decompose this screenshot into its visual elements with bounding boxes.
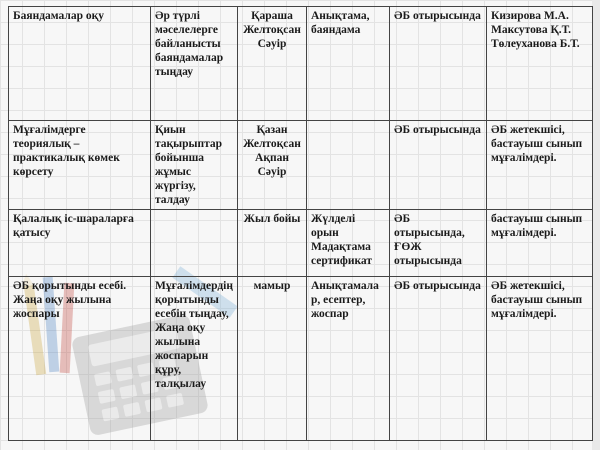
activity-cell: Қалалық іс-шараларға қатысу (9, 210, 151, 277)
side-stripe (592, 0, 600, 450)
table-row (9, 121, 593, 210)
content-cell: Қиын тақырыптар бойынша жұмыс жүргізу, талдау (151, 121, 238, 210)
responsible-cell: Кизирова М.А. Максутова Қ.Т. Төлеуханова Б.Т. (487, 7, 593, 121)
result-cell (307, 121, 390, 210)
timing-cell: мамыр (238, 277, 307, 441)
where-cell: ӘБ отырысында (390, 121, 487, 210)
result-cell: Анықтамалар, есептер, жоспар (307, 277, 390, 441)
table-row (9, 7, 593, 121)
timing-cell: Қазан Желтоқсан Ақпан Сәуір (238, 121, 307, 210)
timing-cell: Қараша Желтоқсан Сәуір (238, 7, 307, 121)
responsible-cell: бастауыш сынып мұғалімдері. (487, 210, 593, 277)
content-cell: Әр түрлі мәселелерге байланысты баяндамалар тыңдау (151, 7, 238, 121)
activity-cell: Мұғалімдерге теориялық –практикалық көмек көрсету (9, 121, 151, 210)
timing-cell: Жыл бойы (238, 210, 307, 277)
activity-cell: Баяндамалар оқу (9, 7, 151, 121)
plan-table (8, 6, 593, 441)
result-cell: Анықтама, баяндама (307, 7, 390, 121)
result-cell: Жүлделі орын Мадақтама сертификат (307, 210, 390, 277)
content-cell (151, 210, 238, 277)
responsible-cell: ӘБ жетекшісі, бастауыш сынып мұғалімдері. (487, 121, 593, 210)
table-row (9, 210, 593, 277)
table-row (9, 277, 593, 441)
content-cell: Мұғалімдердің қорытынды есебін тыңдау, Жаңа оқу жылына жоспарын құру, талқылау (151, 277, 238, 441)
where-cell: ӘБ отырысында (390, 277, 487, 441)
where-cell: ӘБ отырысында (390, 7, 487, 121)
where-cell: ӘБ отырысында, ҒӨЖ отырысында (390, 210, 487, 277)
responsible-cell: ӘБ жетекшісі, бастауыш сынып мұғалімдері. (487, 277, 593, 441)
activity-cell: ӘБ қорытынды есебі. Жаңа оқу жылына жоспары (9, 277, 151, 441)
